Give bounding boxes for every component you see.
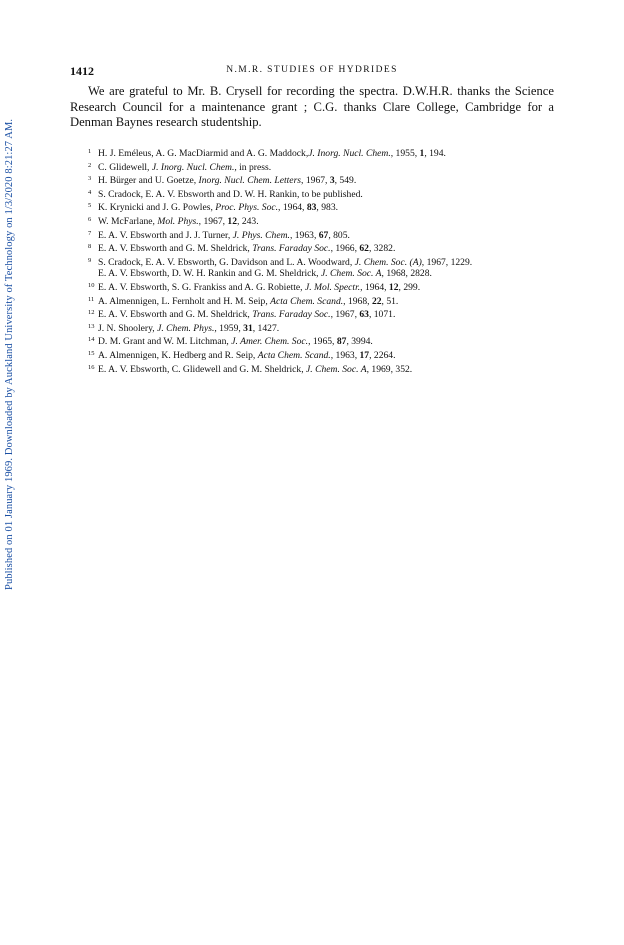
reference-number: 12 xyxy=(88,309,95,317)
page-header xyxy=(70,64,554,78)
reference-number: 10 xyxy=(88,281,95,289)
running-title: N.M.R. STUDIES OF HYDRIDES xyxy=(226,65,398,75)
reference-journal: J. Chem. Soc. A xyxy=(306,363,367,375)
reference-year: , 1967, xyxy=(330,309,360,321)
reference-number: 15 xyxy=(88,349,95,357)
reference-authors: K. Krynicki and J. G. Powles, xyxy=(98,202,216,214)
reference-number: 3 xyxy=(88,175,92,183)
reference-journal: Mol. Phys. xyxy=(157,215,199,227)
reference-item xyxy=(88,228,528,242)
reference-volume: 67 xyxy=(318,229,329,241)
reference-pages: , 983. xyxy=(316,202,339,214)
reference-year: , 1965, xyxy=(308,336,337,348)
reference-authors: E. A. V. Ebsworth and J. J. Turner, xyxy=(98,229,233,241)
reference-year: , 1967, 1229. xyxy=(421,256,473,268)
reference-volume: 83 xyxy=(306,202,317,214)
reference-year: , 1967, xyxy=(301,175,330,187)
reference-journal: Trans. Faraday Soc. xyxy=(252,243,331,255)
reference-journal: J. Chem. Phys. xyxy=(157,322,215,334)
reference-number: 14 xyxy=(88,336,95,344)
reference-number: 2 xyxy=(88,161,92,169)
reference-pages: , 805. xyxy=(328,229,350,241)
reference-item xyxy=(88,255,528,269)
reference-volume: 1 xyxy=(419,148,425,159)
reference-year: , in press. xyxy=(234,161,272,173)
reference-authors: E. A. V. Ebsworth, C. Glidewell and G. M. Sheldrick, xyxy=(98,363,307,375)
reference-authors: A. Almennigen, K. Hedberg and R. Seip, xyxy=(98,349,258,361)
reference-number: 8 xyxy=(88,243,92,251)
reference-authors: H. J. Eméleus, A. G. MacDiarmid and A. G. Maddock, xyxy=(98,148,309,159)
reference-volume: 3 xyxy=(329,175,335,187)
reference-journal: Inorg. Nucl. Chem. Letters xyxy=(198,175,302,187)
reference-journal: Acta Chem. Scand. xyxy=(257,349,331,361)
reference-journal: J. Amer. Chem. Soc. xyxy=(231,336,309,348)
reference-item xyxy=(88,173,528,187)
reference-item xyxy=(88,146,528,160)
reference-number: 11 xyxy=(88,295,95,303)
reference-volume: 22 xyxy=(371,295,382,307)
reference-authors: J. N. Shoolery, xyxy=(98,322,158,334)
reference-journal: J. Inorg. Nucl. Chem. xyxy=(151,161,235,173)
reference-authors: H. Bürger and U. Goetze, xyxy=(98,175,199,187)
reference-authors: S. Cradock, E. A. V. Ebsworth and D. W. H. Rankin, to be published. xyxy=(98,188,363,200)
reference-item xyxy=(88,268,528,280)
reference-volume: 12 xyxy=(388,281,399,293)
reference-volume: 31 xyxy=(243,322,253,334)
reference-year: , 1963, xyxy=(289,229,319,241)
reference-authors: E. A. V. Ebsworth and G. M. Sheldrick, xyxy=(98,309,253,321)
reference-year: , 1966, xyxy=(330,243,360,255)
reference-item xyxy=(88,160,528,174)
reference-year: , 1964, xyxy=(278,202,307,214)
reference-pages: , 1427. xyxy=(252,322,280,334)
reference-number: 6 xyxy=(88,215,92,223)
reference-item xyxy=(88,334,528,348)
reference-pages: , 1071. xyxy=(368,309,396,321)
reference-volume: 12 xyxy=(227,215,238,227)
reference-authors: E. A. V. Ebsworth and G. M. Sheldrick, xyxy=(98,243,253,255)
reference-item xyxy=(88,348,528,362)
reference-year: , 1963, xyxy=(330,349,360,361)
reference-journal: J. Mol. Spectr. xyxy=(304,281,361,293)
reference-pages: , 243. xyxy=(237,215,259,227)
reference-journal: J. Chem. Soc. A xyxy=(320,268,382,280)
reference-number: 13 xyxy=(88,322,95,330)
reference-authors: S. Cradock, E. A. V. Ebsworth, G. Davidson and L. A. Woodward, xyxy=(98,256,355,268)
reference-item xyxy=(88,187,528,201)
reference-authors: D. M. Grant and W. M. Litchman, xyxy=(98,336,232,348)
reference-authors: C. Glidewell, xyxy=(98,161,152,173)
reference-item xyxy=(88,307,528,321)
reference-item xyxy=(88,214,528,228)
reference-number: 9 xyxy=(88,256,92,264)
reference-journal: Proc. Phys. Soc. xyxy=(215,202,279,214)
reference-year: , 1964, xyxy=(360,281,389,293)
reference-year: , 1955, xyxy=(390,148,420,159)
reference-year: , 1967, xyxy=(198,215,228,227)
acknowledgement-paragraph: We are grateful to Mr. B. Crysell for recording the spectra. D.W.H.R. thanks the Science Research Council for a maintenance grant ; C.G. thanks Clare College, Cambridge for a Denman Baynes research studentship. xyxy=(70,84,554,129)
reference-number: 16 xyxy=(88,363,95,371)
reference-pages: , 51. xyxy=(381,295,399,307)
reference-year: , 1968, 2828. xyxy=(381,268,432,280)
reference-number: 1 xyxy=(88,148,92,155)
reference-pages: , 2264. xyxy=(369,349,396,361)
reference-item xyxy=(88,280,528,294)
reference-journal: J. Phys. Chem. xyxy=(232,229,290,241)
reference-volume: 17 xyxy=(359,349,370,361)
reference-authors: W. McFarlane, xyxy=(98,215,158,227)
publication-sidebar-note: Published on 01 January 1969. Downloaded by Auckland University of Technology on 1/3/2020 8:21:27 AM. xyxy=(4,118,15,590)
reference-item xyxy=(88,200,528,214)
reference-volume: 87 xyxy=(336,336,347,348)
reference-volume: 63 xyxy=(359,309,369,321)
reference-volume: 62 xyxy=(359,243,369,255)
reference-number: 7 xyxy=(88,229,92,237)
page-number: 1412 xyxy=(70,64,94,78)
reference-pages: , 3994. xyxy=(346,336,373,348)
reference-number: 5 xyxy=(88,202,92,210)
reference-journal: Trans. Faraday Soc. xyxy=(252,309,331,321)
reference-item xyxy=(88,362,528,376)
reference-journal: J. Inorg. Nucl. Chem. xyxy=(308,148,391,159)
reference-year: , 1968, xyxy=(343,295,372,307)
reference-item xyxy=(88,321,528,335)
reference-authors: E. A. V. Ebsworth, D. W. H. Rankin and G. M. Sheldrick, xyxy=(98,268,321,280)
reference-list xyxy=(88,146,528,375)
reference-item xyxy=(88,241,528,255)
reference-pages: , 194. xyxy=(424,148,446,159)
reference-authors: E. A. V. Ebsworth, S. G. Frankiss and A. G. Robiette, xyxy=(98,281,305,293)
reference-pages: , 299. xyxy=(398,281,421,293)
reference-year: , 1959, xyxy=(214,322,244,334)
reference-year: , 1969, 352. xyxy=(366,363,413,375)
reference-pages: , 3282. xyxy=(368,243,396,255)
reference-number: 4 xyxy=(88,188,92,196)
reference-authors: A. Almennigen, L. Fernholt and H. M. Seip, xyxy=(98,295,271,307)
reference-item xyxy=(88,294,528,308)
reference-pages: , 549. xyxy=(334,175,357,187)
reference-journal: Acta Chem. Scand. xyxy=(270,295,344,307)
reference-journal: J. Chem. Soc. (A) xyxy=(354,256,422,268)
